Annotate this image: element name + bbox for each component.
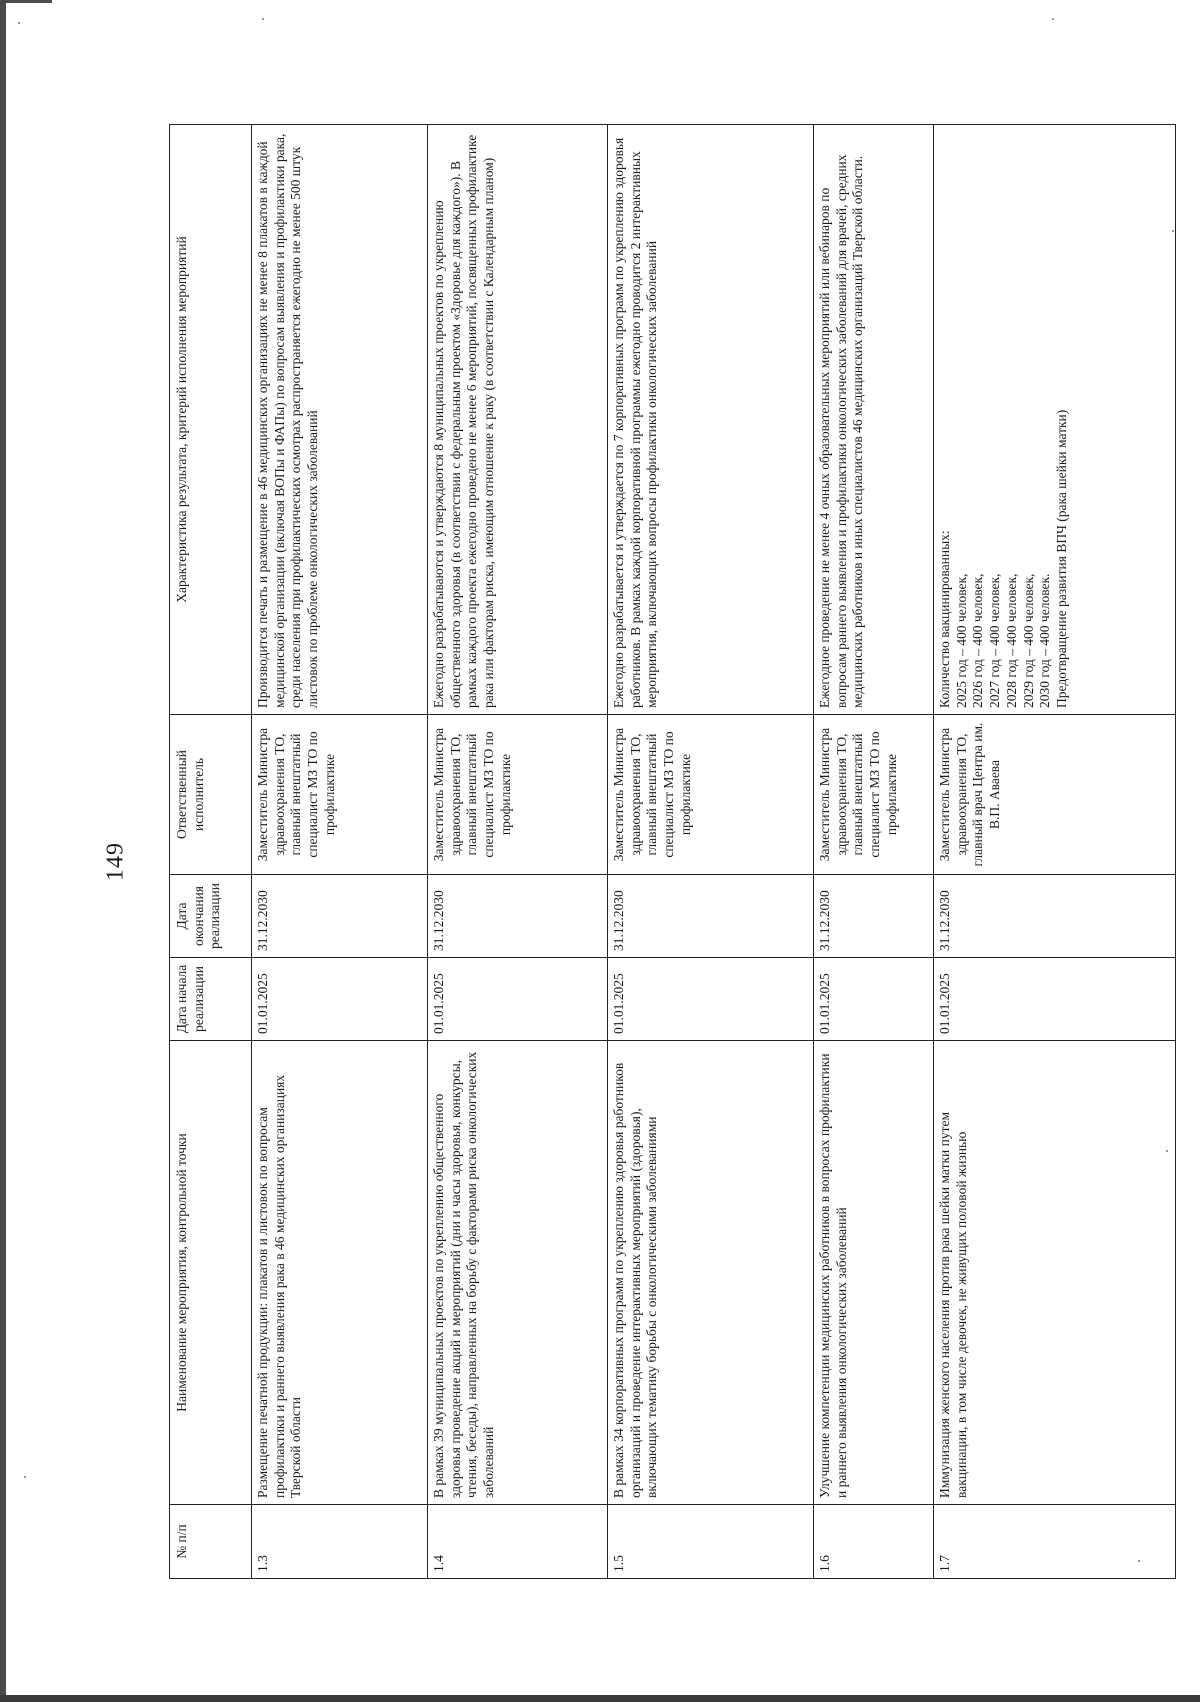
row-name: Иммунизация женского населения против рака шейки матки путем вакцинации, в том числе девочек, не живущих половой жизнью (934, 1041, 1176, 1505)
header-responsible: Ответственный исполнитель (170, 715, 252, 875)
row-characteristic: Производится печать и размещение в 46 медицинских организациях не менее 8 плакатов в каждой медицинской организации (включая ВОПы и ФАПы) по вопросам выявления и профилактики рака, среди населения при профилактических осмотрах распространяется ежегодно не менее 500 штук листовок по проблеме онкологических заболеваний (252, 125, 428, 715)
row-name: В рамках 34 корпоративных программ по укреплению здоровья работников организаций и проведение интерактивных мероприятий (здоровья), включающих тематику борьбы с онкологическими заболеваниями (608, 1041, 814, 1505)
row-responsible: Заместитель Министра здравоохранения ТО, главный внештатный специалист МЗ ТО по профилактике (428, 715, 608, 875)
row-characteristic (934, 125, 1176, 715)
row-start-date: 01.01.2025 (814, 958, 934, 1041)
scan-speck (262, 18, 264, 20)
vaccination-line: Количество вакцинированных: (937, 530, 952, 708)
scan-speck (24, 1476, 26, 1478)
row-responsible: Заместитель Министра здравоохранения ТО, главный внештатный специалист МЗ ТО по профилактике (252, 715, 428, 875)
row-start-date: 01.01.2025 (252, 958, 428, 1041)
row-start-date: 01.01.2025 (428, 958, 608, 1041)
row-characteristic: Ежегодно разрабатывается и утверждается по 7 корпоративных программ по укреплению здоровья работников. В рамках каждой корпоративной программы ежегодно проводится 2 интерактивных мероприятия, включающих вопросы профилактики онкологических заболеваний (608, 125, 814, 715)
row-end-date: 31.12.2030 (934, 875, 1176, 958)
table-row (428, 125, 608, 1579)
table-row (252, 125, 428, 1579)
scan-border-left (0, 0, 6, 1702)
header-end-date: Дата окончания реализации (170, 875, 252, 958)
vaccination-line: 2028 год – 400 человек, (1003, 573, 1019, 708)
header-start-date: Дата начала реализации (170, 958, 252, 1041)
header-characteristic: Характеристика результата, критерий исполнения мероприятий (170, 125, 252, 715)
row-num: 1.6 (814, 1505, 934, 1579)
row-characteristic: Ежегодное проведение не менее 4 очных образовательных мероприятий или вебинаров по вопросам раннего выявления и профилактики онкологических заболеваний для врачей, средних медицинских работников и иных специалистов 46 медицинских организаций Тверской области. (814, 125, 934, 715)
row-characteristic: Ежегодно разрабатываются и утверждаются 8 муниципальных проектов по укреплению общественного здоровья (в соответствии с федеральным проектом «Здоровье для каждого»). В рамках каждого проекта ежегодно проведено не менее 6 мероприятий, посвященных профилактике рака или факторам риска, имеющим отношение к раку (в соответствии с Календарным планом) (428, 125, 608, 715)
table-row (608, 125, 814, 1579)
row-num: 1.5 (608, 1505, 814, 1579)
plan-table-container (169, 125, 1175, 1579)
header-num: № п/п (170, 1505, 252, 1579)
vaccination-line: Предотвращение развития ВПЧ (рака шейки матки) (1054, 409, 1070, 708)
row-responsible: Заместитель Министра здравоохранения ТО, главный внештатный специалист МЗ ТО по профилактике (814, 715, 934, 875)
table-header-row (170, 125, 252, 1579)
row-end-date: 31.12.2030 (814, 875, 934, 958)
row-num: 1.4 (428, 1505, 608, 1579)
vaccination-line: 2025 год – 400 человек, (953, 573, 969, 708)
vaccination-line: 2029 год – 400 человек, (1020, 573, 1036, 708)
row-name: В рамках 39 муниципальных проектов по укреплению общественного здоровья проведение акций и мероприятий (дни и часы здоровья, конкурсы, чтения, беседы), направленных на борьбу с факторами риска онкологических заболеваний (428, 1041, 608, 1505)
row-num: 1.7 (934, 1505, 1176, 1579)
row-name: Размещение печатной продукции: плакатов и листовок по вопросам профилактики и раннего выявления рака в 46 медицинских организациях Тверской области (252, 1041, 428, 1505)
vaccination-line: 2027 год – 400 человек, (987, 573, 1003, 708)
row-responsible: Заместитель Министра здравоохранения ТО, главный внештатный специалист МЗ ТО по профилактике (608, 715, 814, 875)
row-start-date: 01.01.2025 (608, 958, 814, 1041)
row-num: 1.3 (252, 1505, 428, 1579)
row-end-date: 31.12.2030 (252, 875, 428, 958)
plan-table (169, 124, 1176, 1579)
scan-border-bottom (0, 1695, 1200, 1702)
page-number: 149 (102, 842, 129, 881)
header-name: Наименование мероприятия, контрольной точки (170, 1041, 252, 1505)
row-start-date: 01.01.2025 (934, 958, 1176, 1041)
plan-table-rotated (169, 125, 1175, 1579)
row-responsible: Заместитель Министра здравоохранения ТО, главный врач Центра им. В.П. Аваева (934, 715, 1176, 875)
table-row (814, 125, 934, 1579)
row-end-date: 31.12.2030 (608, 875, 814, 958)
table-row (934, 125, 1176, 1579)
row-name: Улучшение компетенции медицинских работников в вопросах профилактики и раннего выявления онкологических заболеваний (814, 1041, 934, 1505)
row-end-date: 31.12.2030 (428, 875, 608, 958)
vaccination-line: 2026 год – 400 человек, (970, 573, 986, 708)
scan-speck (1052, 18, 1054, 20)
scan-border-top (0, 0, 52, 3)
vaccination-line: 2030 год – 400 человек. (1037, 573, 1053, 708)
scan-speck (18, 22, 20, 24)
